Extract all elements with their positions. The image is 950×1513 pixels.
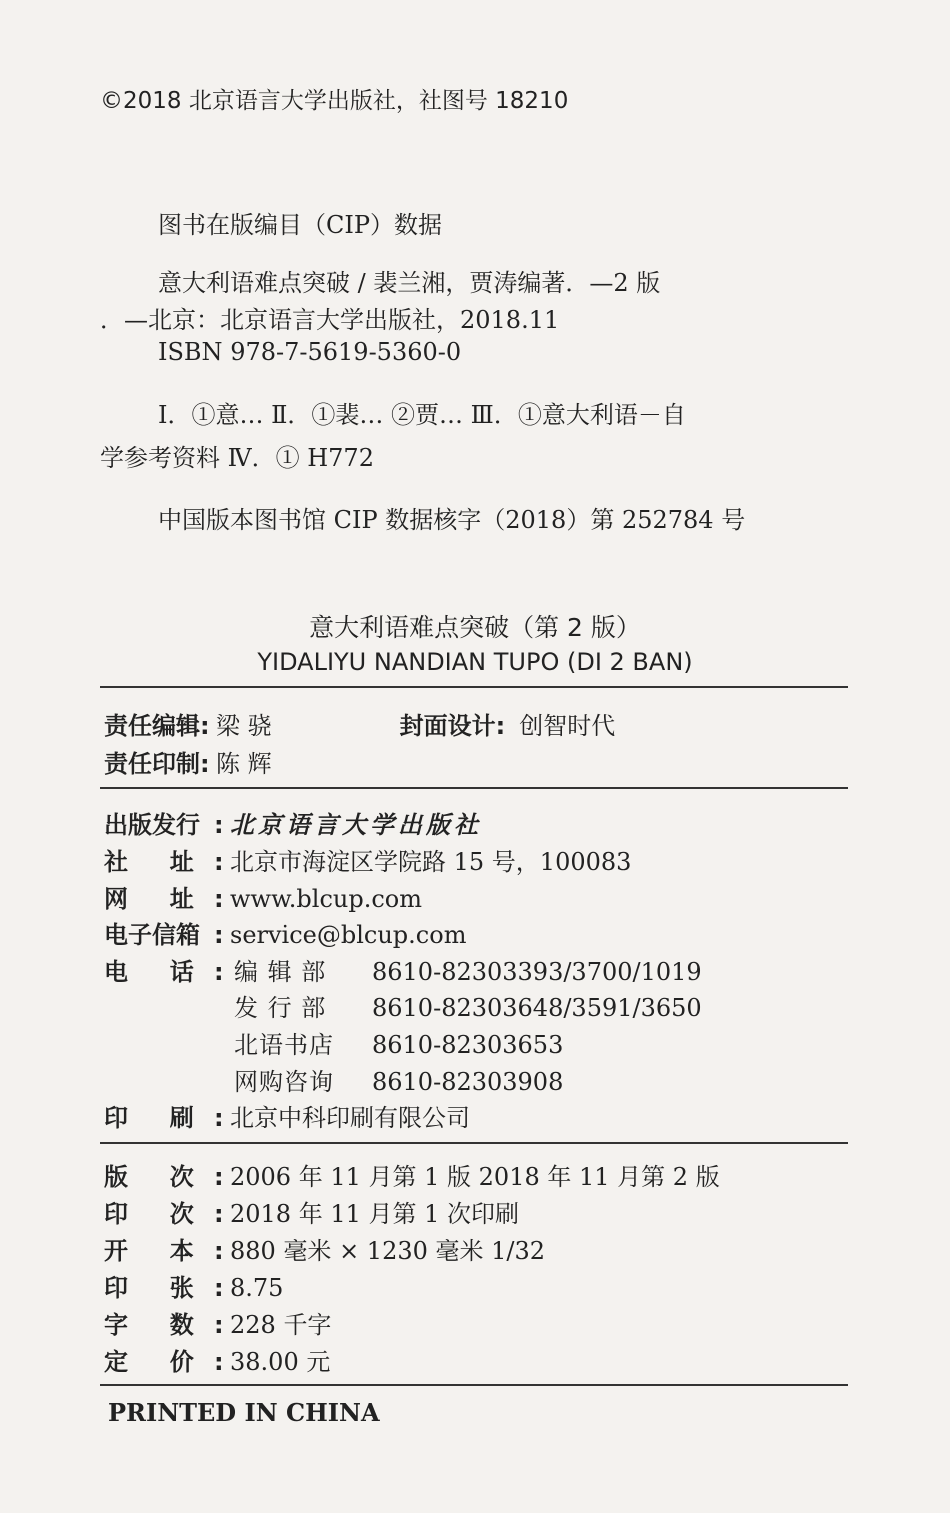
address-label: 社 址 <box>104 848 194 876</box>
cip-line-record-number: 中国版本图书馆 CIP 数据核字（2018）第 252784 号 <box>158 506 746 534</box>
printing-row: 印 次 : 2018 年 11 月第 1 次印刷 <box>104 1194 519 1229</box>
price-row: 定 价 : 38.00 元 <box>104 1342 330 1377</box>
cip-line-isbn: ISBN 978-7-5619-5360-0 <box>158 338 462 366</box>
phone-dept: 北语书店 <box>234 1031 334 1059</box>
edition-value: 2006 年 11 月第 1 版 2018 年 11 月第 2 版 <box>230 1163 720 1191</box>
phone-number: 8610-82303393/3700/1019 <box>372 958 702 986</box>
sheets-label: 印 张 <box>104 1274 194 1302</box>
phone-number: 8610-82303648/3591/3650 <box>372 994 702 1022</box>
print-supervisor-value: 陈 辉 <box>216 750 272 778</box>
format-value: 880 毫米 × 1230 毫米 1/32 <box>230 1237 546 1265</box>
printing-value: 2018 年 11 月第 1 次印刷 <box>230 1200 520 1228</box>
cip-line-classification: Ⅰ．①意… Ⅱ．①裴… ②贾… Ⅲ．①意大利语－自 <box>158 401 686 429</box>
responsible-editor-row: 责任编辑: 梁 骁 封面设计: 创智时代 <box>104 706 615 741</box>
cip-line-title: 意大利语难点突破 / 裴兰湘，贾涛编著．—2 版 <box>158 269 661 297</box>
words-row: 字 数 : 228 千字 <box>104 1305 331 1340</box>
printer-label: 印 刷 <box>104 1104 194 1132</box>
sheets-row: 印 张 : 8.75 <box>104 1268 283 1303</box>
publisher-label: 出版发行 <box>104 811 200 839</box>
price-value: 38.00 元 <box>230 1348 331 1376</box>
divider <box>100 686 848 688</box>
book-title-pinyin: YIDALIYU NANDIAN TUPO (DI 2 BAN) <box>257 648 693 676</box>
phone-dept: 网购咨询 <box>234 1068 334 1096</box>
phone-label: 电 话 <box>104 958 194 986</box>
words-label: 字 数 <box>104 1311 194 1339</box>
book-title-chinese: 意大利语难点突破（第 2 版） <box>309 613 641 642</box>
phone-entry <box>234 1062 563 1097</box>
phone-entry <box>234 1025 563 1060</box>
divider <box>100 787 848 789</box>
divider <box>100 1142 848 1144</box>
phone-row: 电 话 : <box>104 952 230 987</box>
cip-heading: 图书在版编目（CIP）数据 <box>158 211 442 239</box>
email-label: 电子信箱 <box>104 921 200 949</box>
phone-entry <box>234 988 702 1023</box>
email-row: 电子信箱 : service@blcup.com <box>104 915 466 950</box>
responsible-editor-value: 梁 骁 <box>216 712 272 740</box>
website-label: 网 址 <box>104 885 194 913</box>
words-value: 228 千字 <box>230 1311 332 1339</box>
format-label: 开 本 <box>104 1237 194 1265</box>
website-value: www.blcup.com <box>230 885 422 913</box>
printer-value: 北京中科印刷有限公司 <box>230 1104 470 1132</box>
phone-number: 8610-82303653 <box>372 1031 564 1059</box>
edition-row: 版 次 : 2006 年 11 月第 1 版 2018 年 11 月第 2 版 <box>104 1157 720 1192</box>
responsible-editor-label: 责任编辑 <box>104 712 200 740</box>
printer-row: 印 刷 : 北京中科印刷有限公司 <box>104 1098 470 1133</box>
website-row: 网 址 : www.blcup.com <box>104 879 422 914</box>
price-label: 定 价 <box>104 1348 194 1376</box>
sheets-value: 8.75 <box>230 1274 284 1302</box>
printing-label: 印 次 <box>104 1200 194 1228</box>
printed-in-china: PRINTED IN CHINA <box>108 1398 380 1427</box>
format-row: 开 本 : 880 毫米 × 1230 毫米 1/32 <box>104 1231 545 1266</box>
cip-line-publisher: ．—北京：北京语言大学出版社，2018.11 <box>100 306 560 334</box>
address-row: 社 址 : 北京市海淀区学院路 15 号，100083 <box>104 842 631 877</box>
copyright-line: ©2018 北京语言大学出版社，社图号 18210 <box>100 88 569 114</box>
phone-dept: 编 辑 部 <box>234 958 327 986</box>
print-supervisor-row: 责任印制: 陈 辉 <box>104 744 272 779</box>
publisher-row: 出版发行 : 北京语言大学出版社 <box>104 805 482 840</box>
divider <box>100 1384 848 1386</box>
phone-dept: 发 行 部 <box>234 994 327 1022</box>
address-value: 北京市海淀区学院路 15 号，100083 <box>230 848 632 876</box>
email-value: service@blcup.com <box>230 921 467 949</box>
phone-entry <box>234 952 702 987</box>
cip-line-classification-cont: 学参考资料 Ⅳ．① H772 <box>100 444 374 472</box>
cover-design-label: 封面设计 <box>399 712 496 740</box>
edition-label: 版 次 <box>104 1163 194 1191</box>
publisher-brand-name: 北京语言大学出版社 <box>230 810 482 839</box>
print-supervisor-label: 责任印制 <box>104 750 200 778</box>
cover-design-value: 创智时代 <box>519 712 616 740</box>
phone-number: 8610-82303908 <box>372 1068 564 1096</box>
